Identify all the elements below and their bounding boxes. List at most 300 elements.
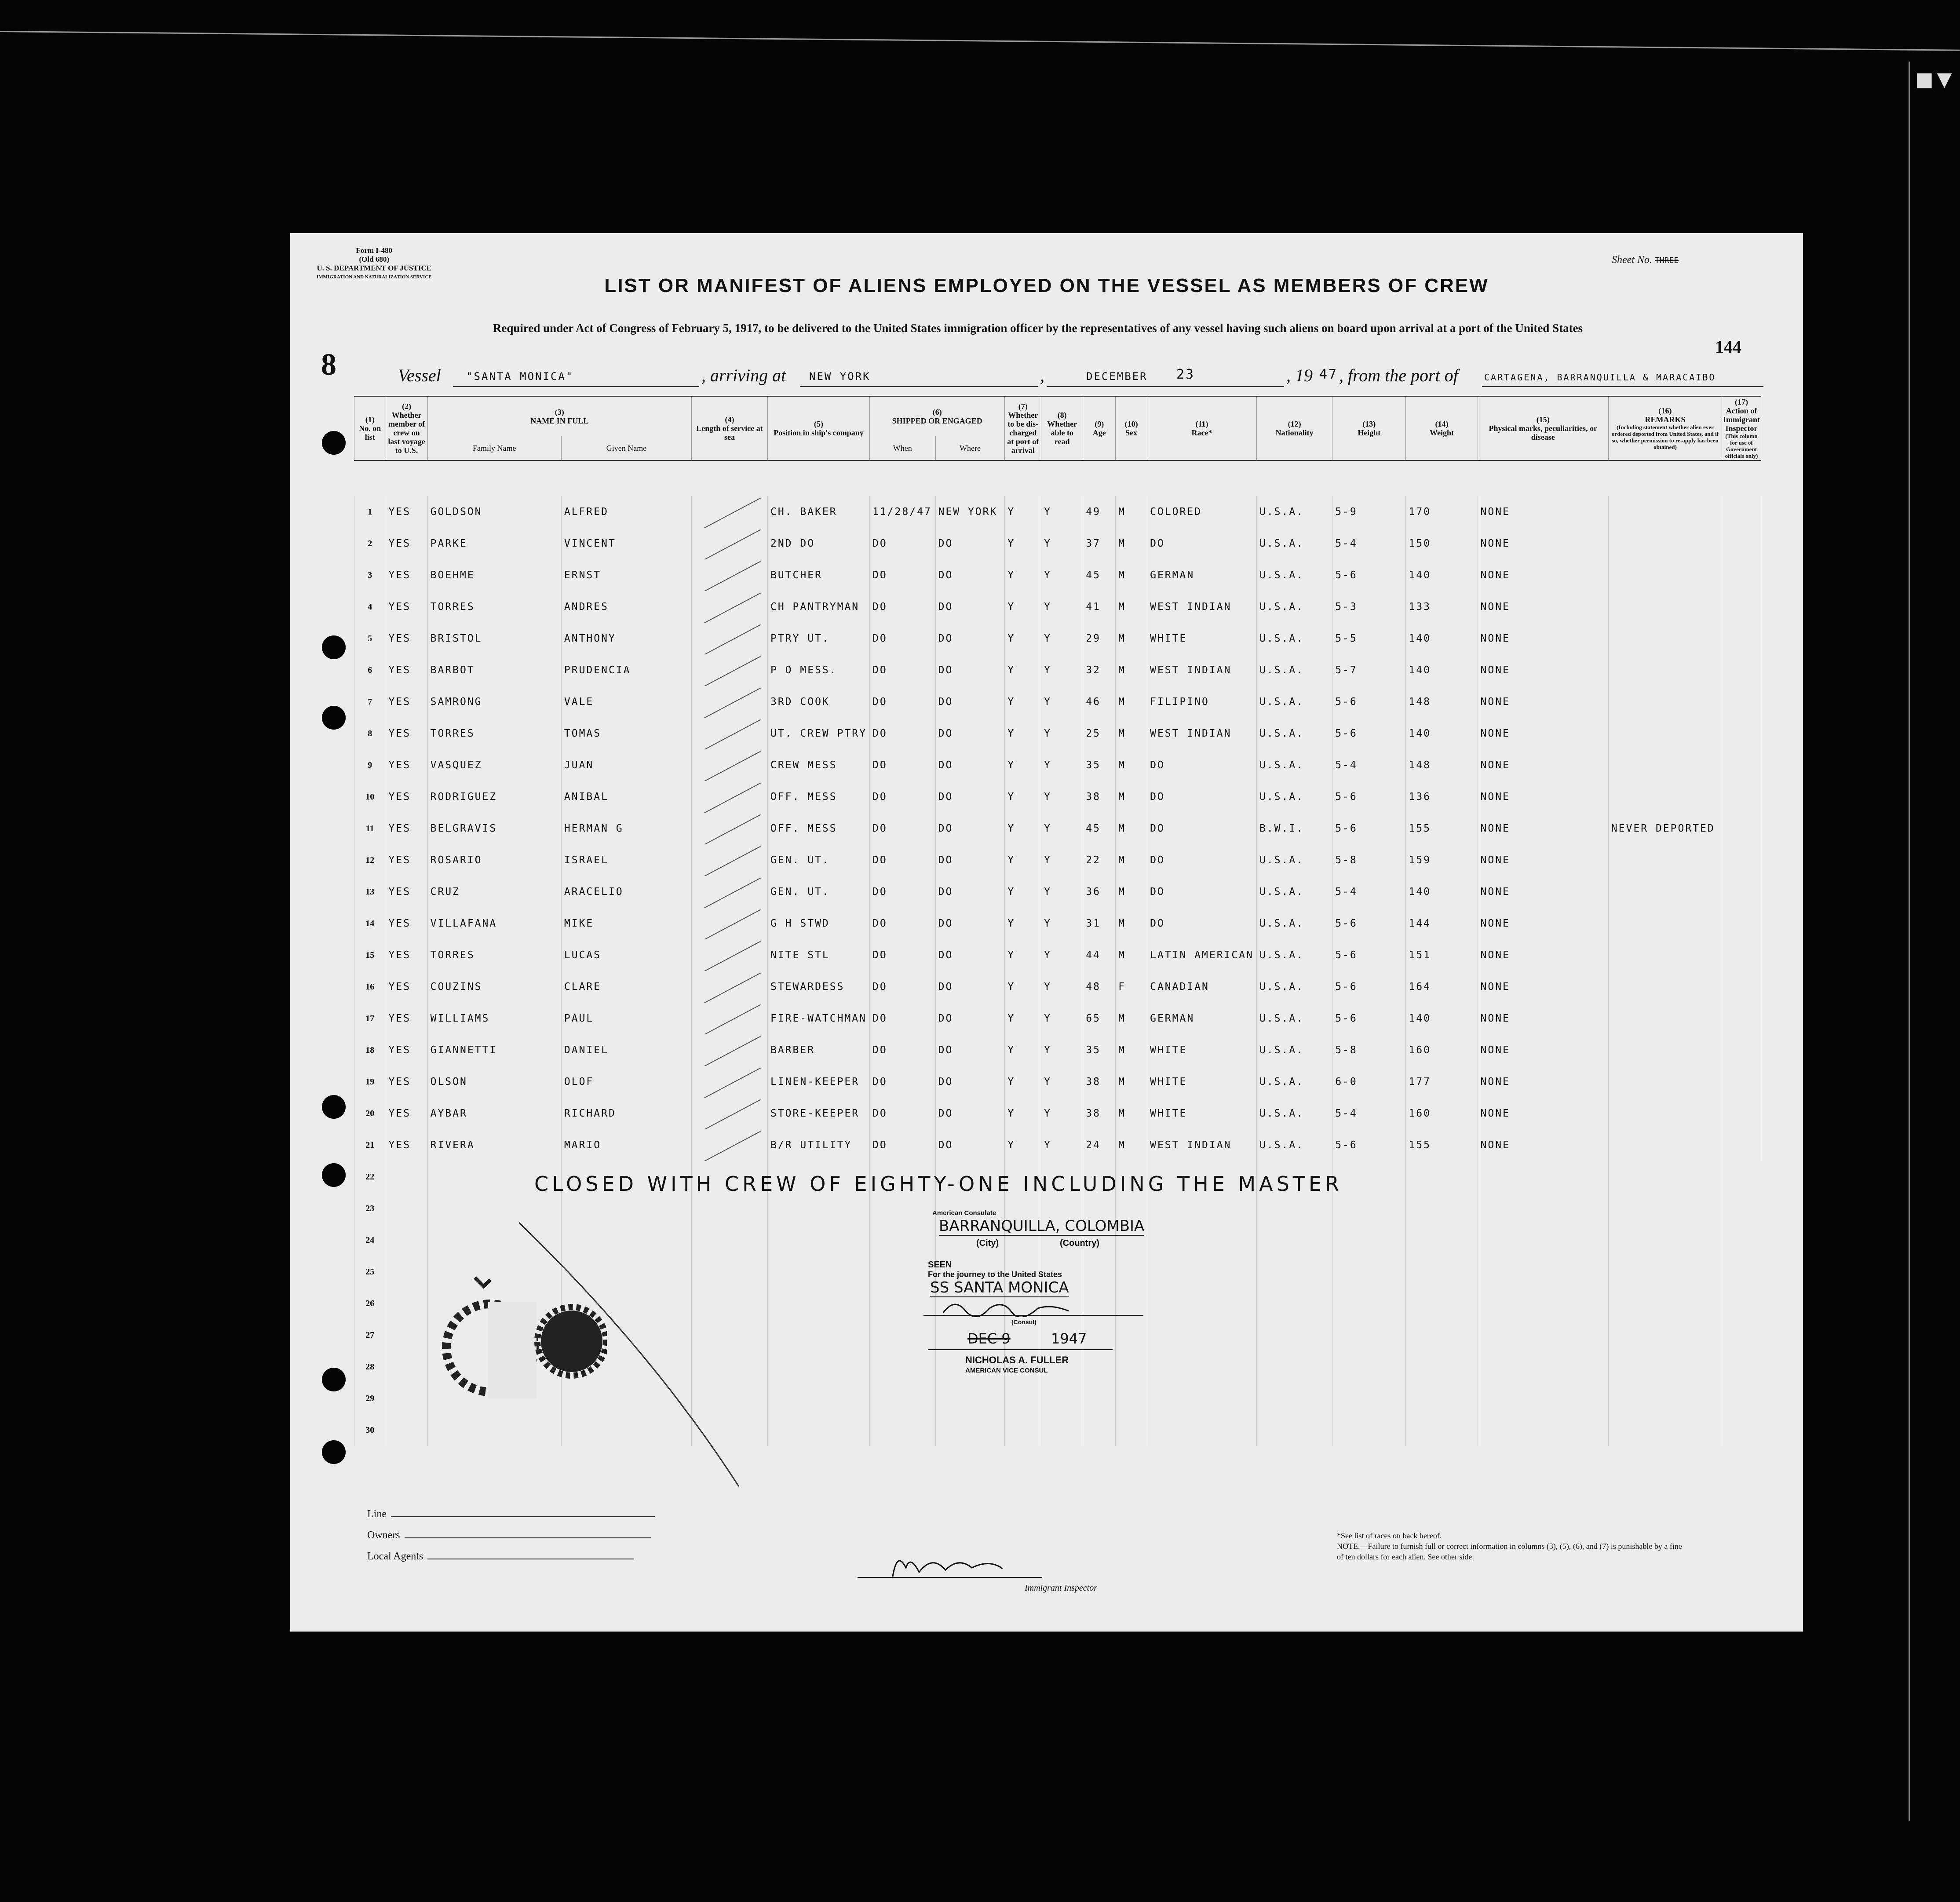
- cell-race: DO: [1147, 908, 1257, 939]
- cell-phys: NONE: [1478, 1034, 1608, 1066]
- cell-action: [1722, 623, 1761, 654]
- cell-phys: NONE: [1478, 908, 1608, 939]
- cell-no: 28: [354, 1351, 386, 1383]
- cell-age: 31: [1083, 908, 1116, 939]
- cell-no: 20: [354, 1098, 386, 1129]
- empty-cell: [1147, 1224, 1257, 1256]
- inspector-label: Immigrant Inspector: [1025, 1583, 1097, 1593]
- cell-action: [1722, 908, 1761, 939]
- cell-sex: M: [1116, 1098, 1147, 1129]
- cell-where: DO: [935, 876, 1005, 908]
- cell-age: 38: [1083, 1066, 1116, 1098]
- cell-remarks: NEVER DEPORTED: [1608, 813, 1722, 844]
- cell-no: 22: [354, 1161, 386, 1193]
- cell-where: NEW YORK: [935, 496, 1005, 528]
- empty-cell: [386, 1224, 427, 1256]
- col-remarks-header: (16) REMARKS (Including statement whether alien ever ordered deported from United States, and if so, whether permission to re-apply has been obtained): [1608, 396, 1722, 460]
- cell-nat: U.S.A.: [1256, 686, 1332, 718]
- cell-nat: U.S.A.: [1256, 749, 1332, 781]
- cell-yes: YES: [386, 844, 427, 876]
- cell-sex: M: [1116, 939, 1147, 971]
- table-row: [354, 908, 1761, 939]
- cell-nat: U.S.A.: [1256, 971, 1332, 1003]
- races-note: *See list of races on back hereof.: [1337, 1531, 1442, 1540]
- scan-corner-marks: ■▼: [1915, 68, 1956, 91]
- cell-race: GERMAN: [1147, 1003, 1257, 1034]
- cell-race: WHITE: [1147, 623, 1257, 654]
- cell-where: DO: [935, 844, 1005, 876]
- cell-sex: M: [1116, 1129, 1147, 1161]
- empty-cell: [1406, 1414, 1478, 1446]
- cell-when: DO: [870, 749, 936, 781]
- empty-cell: [1478, 1383, 1608, 1414]
- table-row: [354, 813, 1761, 844]
- col-member-header: (2) Whether member of crew on last voyage to U.S.: [386, 396, 427, 460]
- length-of-service-slash: [691, 591, 767, 623]
- cell-remarks: [1608, 654, 1722, 686]
- table-row: [354, 781, 1761, 813]
- punch-hole: [322, 635, 346, 659]
- cell-weight: 148: [1406, 686, 1478, 718]
- cell-dis: Y: [1005, 623, 1041, 654]
- penalty-note: NOTE.—Failure to furnish full or correct information in columns (3), (5), (6), and (7) is punishable by a fine of ten dollars for each alien. See other side.: [1337, 1542, 1682, 1561]
- cell-dis: Y: [1005, 876, 1041, 908]
- empty-cell: [1478, 1288, 1608, 1319]
- cell-dis: Y: [1005, 528, 1041, 559]
- punch-hole: [322, 431, 346, 455]
- cell-given: ANDRES: [561, 591, 691, 623]
- pen-stroke: [519, 1218, 871, 1495]
- from-port: CARTAGENA, BARRANQUILLA & MARACAIBO: [1484, 372, 1716, 383]
- col-weight-header: (14) Weight: [1406, 396, 1478, 460]
- empty-cell: [870, 1351, 936, 1383]
- cell-when: DO: [870, 939, 936, 971]
- cell-height: 5-8: [1332, 1034, 1406, 1066]
- cell-position: FIRE-WATCHMAN: [767, 1003, 869, 1034]
- cell-weight: 177: [1406, 1066, 1478, 1098]
- cell-weight: 155: [1406, 1129, 1478, 1161]
- cell-family: BARBOT: [427, 654, 561, 686]
- cell-read: Y: [1041, 1034, 1083, 1066]
- cell-dis: Y: [1005, 749, 1041, 781]
- table-row: [354, 1003, 1761, 1034]
- cell-given: VALE: [561, 686, 691, 718]
- empty-cell: [386, 1161, 427, 1193]
- cell-age: 38: [1083, 781, 1116, 813]
- empty-cell: [1083, 1319, 1116, 1351]
- cell-weight: 150: [1406, 528, 1478, 559]
- cell-given: HERMAN G: [561, 813, 691, 844]
- vessel-label: Vessel: [398, 365, 441, 385]
- cell-remarks: [1608, 908, 1722, 939]
- cell-nat: U.S.A.: [1256, 623, 1332, 654]
- cell-remarks: [1608, 1003, 1722, 1034]
- empty-cell: [1147, 1319, 1257, 1351]
- length-of-service-slash: [691, 1034, 767, 1066]
- col-no-header: (1) No. on list: [354, 396, 386, 460]
- cell-race: DO: [1147, 813, 1257, 844]
- cell-given: ANIBAL: [561, 781, 691, 813]
- empty-cell: [1256, 1288, 1332, 1319]
- cell-age: 35: [1083, 749, 1116, 781]
- cell-read: Y: [1041, 623, 1083, 654]
- length-of-service-slash: [691, 908, 767, 939]
- sheet-value: THREE: [1654, 256, 1679, 265]
- cell-nat: U.S.A.: [1256, 559, 1332, 591]
- cell-phys: NONE: [1478, 781, 1608, 813]
- cell-family: TORRES: [427, 939, 561, 971]
- length-of-service-slash: [691, 939, 767, 971]
- cell-remarks: [1608, 1129, 1722, 1161]
- cell-position: LINEN-KEEPER: [767, 1066, 869, 1098]
- length-of-service-slash: [691, 528, 767, 559]
- cell-no: 9: [354, 749, 386, 781]
- cell-action: [1722, 718, 1761, 749]
- cell-dis: Y: [1005, 496, 1041, 528]
- cell-family: BRISTOL: [427, 623, 561, 654]
- cell-weight: 160: [1406, 1034, 1478, 1066]
- cell-action: [1722, 591, 1761, 623]
- manifest-sheet: [290, 233, 1803, 1632]
- empty-cell: [1332, 1288, 1406, 1319]
- cell-read: Y: [1041, 528, 1083, 559]
- cell-sex: F: [1116, 971, 1147, 1003]
- col-height-header: (13) Height: [1332, 396, 1406, 460]
- empty-cell: [1116, 1351, 1147, 1383]
- cell-weight: 140: [1406, 718, 1478, 749]
- empty-cell: [386, 1319, 427, 1351]
- table-row: [354, 718, 1761, 749]
- cell-given: MIKE: [561, 908, 691, 939]
- cell-no: 24: [354, 1224, 386, 1256]
- cell-race: WEST INDIAN: [1147, 1129, 1257, 1161]
- cell-action: [1722, 1003, 1761, 1034]
- empty-cell: [1478, 1161, 1608, 1193]
- cell-action: [1722, 1098, 1761, 1129]
- cell-dis: Y: [1005, 686, 1041, 718]
- empty-cell: [1608, 1193, 1722, 1224]
- empty-cell: [1147, 1193, 1257, 1224]
- cell-phys: NONE: [1478, 749, 1608, 781]
- empty-cell: [870, 1414, 936, 1446]
- consul-signature: [941, 1295, 1073, 1317]
- cell-remarks: [1608, 1066, 1722, 1098]
- cell-yes: YES: [386, 528, 427, 559]
- cell-age: 36: [1083, 876, 1116, 908]
- cell-family: COUZINS: [427, 971, 561, 1003]
- cell-family: AYBAR: [427, 1098, 561, 1129]
- cell-yes: YES: [386, 559, 427, 591]
- cell-sex: M: [1116, 908, 1147, 939]
- col-when-header: When: [870, 436, 936, 460]
- cell-sex: M: [1116, 876, 1147, 908]
- cell-race: WHITE: [1147, 1098, 1257, 1129]
- cell-height: 5-6: [1332, 813, 1406, 844]
- inspector-signature-block: [858, 1546, 1097, 1593]
- sheet-number: [1612, 254, 1679, 266]
- cell-family: ROSARIO: [427, 844, 561, 876]
- length-of-service-slash: [691, 654, 767, 686]
- cell-weight: 170: [1406, 496, 1478, 528]
- empty-cell: [1005, 1383, 1041, 1414]
- cell-when: DO: [870, 1066, 936, 1098]
- cell-when: 11/28/47: [870, 496, 936, 528]
- cell-given: LUCAS: [561, 939, 691, 971]
- cell-no: 4: [354, 591, 386, 623]
- page-number: 144: [1715, 337, 1741, 357]
- cell-when: DO: [870, 623, 936, 654]
- cell-given: ERNST: [561, 559, 691, 591]
- cell-read: Y: [1041, 654, 1083, 686]
- cell-family: TORRES: [427, 591, 561, 623]
- punch-hole: [322, 1163, 346, 1187]
- manifest-subtitle: Required under Act of Congress of February 5, 1917, to be delivered to the United States immigration officer by the representatives of any vessel having such aliens on board upon arrival at a port of the United States: [493, 321, 1583, 335]
- cell-position: 3RD COOK: [767, 686, 869, 718]
- empty-cell: [1147, 1351, 1257, 1383]
- cell-position: CH PANTRYMAN: [767, 591, 869, 623]
- col-discharged-header: (7) Whether to be dis-charged at port of arrival: [1005, 396, 1041, 460]
- cell-yes: YES: [386, 749, 427, 781]
- cell-given: JUAN: [561, 749, 691, 781]
- cell-read: Y: [1041, 939, 1083, 971]
- empty-cell: [1608, 1256, 1722, 1288]
- cell-yes: YES: [386, 908, 427, 939]
- cell-dis: Y: [1005, 1129, 1041, 1161]
- empty-cell: [1116, 1319, 1147, 1351]
- consul-officer-name: NICHOLAS A. FULLER: [965, 1354, 1069, 1365]
- cell-family: BOEHME: [427, 559, 561, 591]
- cell-read: Y: [1041, 781, 1083, 813]
- cell-where: DO: [935, 559, 1005, 591]
- cell-yes: YES: [386, 591, 427, 623]
- cell-height: 5-6: [1332, 559, 1406, 591]
- cell-read: Y: [1041, 971, 1083, 1003]
- cell-weight: 159: [1406, 844, 1478, 876]
- table-row: [354, 1098, 1761, 1129]
- empty-cell: [1608, 1351, 1722, 1383]
- cell-nat: U.S.A.: [1256, 876, 1332, 908]
- cell-remarks: [1608, 876, 1722, 908]
- cell-action: [1722, 813, 1761, 844]
- cell-sex: M: [1116, 749, 1147, 781]
- cell-height: 5-6: [1332, 1129, 1406, 1161]
- cell-dis: Y: [1005, 939, 1041, 971]
- stamp-date-year: 1947: [1051, 1330, 1087, 1347]
- cell-race: DO: [1147, 781, 1257, 813]
- cell-position: CH. BAKER: [767, 496, 869, 528]
- arrival-day: 23: [1176, 367, 1195, 382]
- cell-age: 65: [1083, 1003, 1116, 1034]
- arriving-label: , arriving at: [701, 365, 786, 385]
- cell-when: DO: [870, 654, 936, 686]
- cell-phys: NONE: [1478, 623, 1608, 654]
- cell-no: 15: [354, 939, 386, 971]
- cell-no: 7: [354, 686, 386, 718]
- cell-given: RICHARD: [561, 1098, 691, 1129]
- inspector-signature: [858, 1546, 1042, 1581]
- cell-sex: M: [1116, 496, 1147, 528]
- cell-sex: M: [1116, 528, 1147, 559]
- cell-when: DO: [870, 528, 936, 559]
- cell-when: DO: [870, 591, 936, 623]
- cell-when: DO: [870, 908, 936, 939]
- cell-family: VASQUEZ: [427, 749, 561, 781]
- cell-no: 26: [354, 1288, 386, 1319]
- empty-cell: [1083, 1383, 1116, 1414]
- cell-where: DO: [935, 591, 1005, 623]
- cell-action: [1722, 971, 1761, 1003]
- cell-phys: NONE: [1478, 1003, 1608, 1034]
- empty-cell: [1256, 1383, 1332, 1414]
- empty-cell: [1608, 1288, 1722, 1319]
- cell-read: Y: [1041, 686, 1083, 718]
- consulate-label: American Consulate: [932, 1209, 996, 1217]
- empty-cell: [1041, 1383, 1083, 1414]
- cell-sex: M: [1116, 781, 1147, 813]
- cell-nat: B.W.I.: [1256, 813, 1332, 844]
- cell-when: DO: [870, 686, 936, 718]
- empty-cell: [1147, 1288, 1257, 1319]
- cell-where: DO: [935, 1129, 1005, 1161]
- form-number: Form I-480: [356, 246, 393, 255]
- footer-notes: [1337, 1530, 1689, 1562]
- cell-height: 6-0: [1332, 1066, 1406, 1098]
- table-row: [354, 876, 1761, 908]
- cell-no: 8: [354, 718, 386, 749]
- cell-no: 11: [354, 813, 386, 844]
- consulate-city-country: BARRANQUILLA, COLOMBIA: [939, 1217, 1145, 1235]
- cell-nat: U.S.A.: [1256, 1129, 1332, 1161]
- cell-when: DO: [870, 781, 936, 813]
- cell-action: [1722, 496, 1761, 528]
- cell-height: 5-6: [1332, 1003, 1406, 1034]
- cell-where: DO: [935, 908, 1005, 939]
- cell-no: 23: [354, 1193, 386, 1224]
- cell-no: 17: [354, 1003, 386, 1034]
- cell-dis: Y: [1005, 971, 1041, 1003]
- cell-action: [1722, 1034, 1761, 1066]
- cell-no: 30: [354, 1414, 386, 1446]
- empty-cell: [1332, 1224, 1406, 1256]
- cell-action: [1722, 1066, 1761, 1098]
- cell-phys: NONE: [1478, 654, 1608, 686]
- cell-sex: M: [1116, 654, 1147, 686]
- cell-family: WILLIAMS: [427, 1003, 561, 1034]
- cell-when: DO: [870, 1098, 936, 1129]
- empty-cell: [386, 1193, 427, 1224]
- length-of-service-slash: [691, 876, 767, 908]
- empty-cell: [1608, 1414, 1722, 1446]
- table-row: [354, 528, 1761, 559]
- cell-race: WEST INDIAN: [1147, 718, 1257, 749]
- col-read-header: (8) Whether able to read: [1041, 396, 1083, 460]
- cell-family: RODRIGUEZ: [427, 781, 561, 813]
- cell-dis: Y: [1005, 844, 1041, 876]
- cell-remarks: [1608, 939, 1722, 971]
- empty-cell: [1256, 1414, 1332, 1446]
- cell-age: 48: [1083, 971, 1116, 1003]
- cell-phys: NONE: [1478, 876, 1608, 908]
- cell-read: Y: [1041, 876, 1083, 908]
- empty-cell: [1332, 1193, 1406, 1224]
- cell-height: 5-6: [1332, 686, 1406, 718]
- col-sex-header: (10) Sex: [1116, 396, 1147, 460]
- empty-cell: [386, 1288, 427, 1319]
- cell-given: ANTHONY: [561, 623, 691, 654]
- cell-weight: 148: [1406, 749, 1478, 781]
- cell-read: Y: [1041, 591, 1083, 623]
- empty-cell: [1478, 1351, 1608, 1383]
- col-where-header: Where: [935, 436, 1005, 460]
- cell-family: TORRES: [427, 718, 561, 749]
- cell-dis: Y: [1005, 908, 1041, 939]
- table-row: [354, 686, 1761, 718]
- length-of-service-slash: [691, 844, 767, 876]
- empty-cell: [1406, 1193, 1478, 1224]
- cell-age: 32: [1083, 654, 1116, 686]
- vessel-line: Vessel "SANTA MONICA" , arriving at NEW YORK , DECEMBER 23 , 19 47 , from the port of CARTAGENA, BARRANQUILLA & MARACAIBO: [290, 365, 1803, 391]
- cell-position: NITE STL: [767, 939, 869, 971]
- cell-position: GEN. UT.: [767, 844, 869, 876]
- punch-hole: [322, 706, 346, 730]
- cell-age: 49: [1083, 496, 1116, 528]
- cell-given: PAUL: [561, 1003, 691, 1034]
- scan-vertical-line: [1909, 62, 1910, 1821]
- length-of-service-slash: [691, 559, 767, 591]
- cell-race: WEST INDIAN: [1147, 654, 1257, 686]
- cell-read: Y: [1041, 844, 1083, 876]
- cell-read: Y: [1041, 1098, 1083, 1129]
- col-length-header: (4) Length of service at sea: [691, 396, 767, 460]
- length-of-service-slash: [691, 686, 767, 718]
- cell-action: [1722, 749, 1761, 781]
- cell-weight: 151: [1406, 939, 1478, 971]
- department-name: U. S. DEPARTMENT OF JUSTICE: [317, 264, 432, 272]
- empty-cell: [870, 1383, 936, 1414]
- cell-dis: Y: [1005, 559, 1041, 591]
- cell-given: CLARE: [561, 971, 691, 1003]
- length-of-service-slash: [691, 971, 767, 1003]
- cell-position: 2ND DO: [767, 528, 869, 559]
- empty-cell: [1256, 1319, 1332, 1351]
- arrival-month: DECEMBER: [1086, 370, 1148, 383]
- vessel-name: "SANTA MONICA": [466, 370, 574, 383]
- cell-height: 5-6: [1332, 971, 1406, 1003]
- cell-yes: YES: [386, 971, 427, 1003]
- cell-remarks: [1608, 844, 1722, 876]
- cell-remarks: [1608, 528, 1722, 559]
- cell-weight: 136: [1406, 781, 1478, 813]
- cell-when: DO: [870, 876, 936, 908]
- empty-cell: [1116, 1256, 1147, 1288]
- cell-sex: M: [1116, 1034, 1147, 1066]
- cell-race: CANADIAN: [1147, 971, 1257, 1003]
- cell-where: DO: [935, 1098, 1005, 1129]
- empty-cell: [1406, 1383, 1478, 1414]
- length-of-service-slash: [691, 496, 767, 528]
- cell-height: 5-6: [1332, 781, 1406, 813]
- cell-no: 13: [354, 876, 386, 908]
- empty-cell: [1147, 1414, 1257, 1446]
- cell-yes: YES: [386, 1129, 427, 1161]
- cell-remarks: [1608, 718, 1722, 749]
- cell-sex: M: [1116, 1066, 1147, 1098]
- cell-where: DO: [935, 781, 1005, 813]
- cell-position: GEN. UT.: [767, 876, 869, 908]
- cell-race: GERMAN: [1147, 559, 1257, 591]
- empty-cell: [870, 1319, 936, 1351]
- cell-dis: Y: [1005, 813, 1041, 844]
